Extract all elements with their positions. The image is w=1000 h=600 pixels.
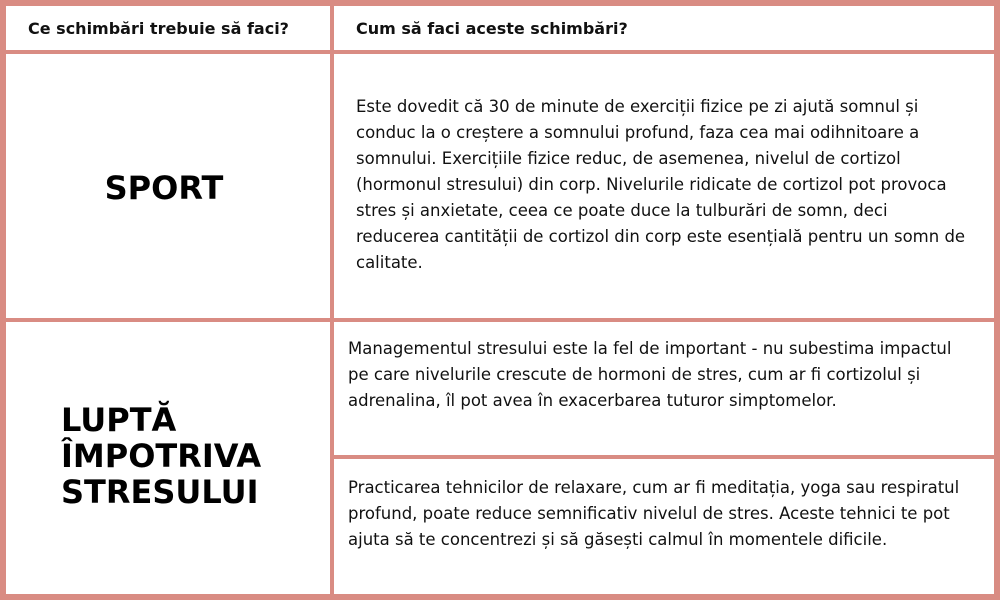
- row-title-sport: SPORT: [104, 169, 224, 207]
- row-title-cell-stress: [6, 322, 330, 594]
- header-cell-changes: [6, 6, 330, 50]
- row-title-cell-sport: [6, 54, 330, 318]
- header-label-how: Cum să faci aceste schimbări?: [356, 18, 628, 38]
- row-text-cell-sport: [334, 54, 994, 318]
- row-title-stress: [61, 402, 330, 510]
- sport-description: Este dovedit că 30 de minute de exerciții fizice pe zi ajută somnul și conduc la o creștere a somnului profund, faza cea mai odihnitoare a somnului. Exercițiile fizice reduc, de asemenea, nivelul de cortizol (hormonul stresului) din corp. Nivelurile ridicate de cortizol pot provoca stres și anxietate, ceea ce poate duce la tulburări de somn, deci reducerea cantității de cortizol din corp este esențială pentru un somn de calitate.: [356, 97, 966, 272]
- row-title-stress-line-2: ÎMPOTRIVA: [61, 437, 262, 475]
- row-title-stress-line-1: LUPTĂ: [61, 401, 177, 439]
- header-label-changes: Ce schimbări trebuie să faci?: [28, 18, 289, 38]
- stress-management-description: Managementul stresului este la fel de important - nu subestima impactul pe care nivelurile crescute de hormoni de stres, cum ar fi cortizolul și adrenalina, îl pot avea în exacerbarea tuturor simptomelor.: [348, 339, 952, 410]
- row-text-cell-relaxation: [334, 459, 994, 594]
- header-cell-how: [334, 6, 994, 50]
- row-text-cell-stress-management: [334, 322, 994, 455]
- relaxation-description: Practicarea tehnicilor de relaxare, cum ar fi meditația, yoga sau respiratul profund, poate reduce semnificativ nivelul de stres. Aceste tehnici te pot ajuta să te concentrezi și să găsești calmul în momentele dificile.: [348, 478, 960, 549]
- row-title-stress-line-3: STRESULUI: [61, 473, 259, 511]
